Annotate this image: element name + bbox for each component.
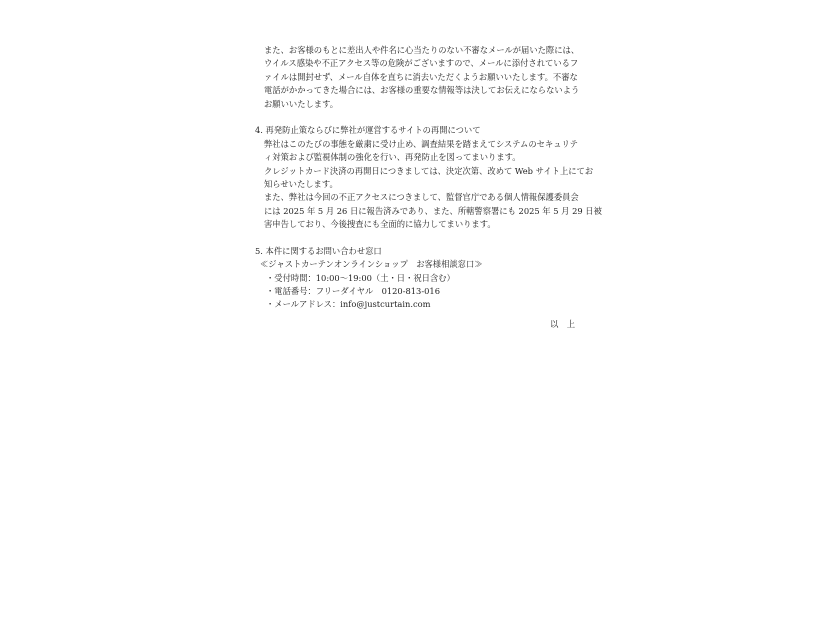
spacer xyxy=(255,231,585,244)
contact-phone: ・電話番号：フリーダイヤル 0120-813-016 xyxy=(266,286,440,297)
intro-line: ァイルは開封せず、メール自体を直ちに消去いただくようお願いいたします。不審な xyxy=(264,71,578,82)
section-4-heading: 4. 再発防止策ならびに弊社が運営するサイトの再開について xyxy=(255,125,481,136)
section-4-line: ィ対策および監視体制の強化を行い、再発防止を図ってまいります。 xyxy=(264,152,521,163)
intro-paragraph xyxy=(255,44,585,111)
section-4-line: 害申告しており、今後捜査にも全面的に協力してまいります。 xyxy=(264,219,496,230)
intro-line: お願いいたします。 xyxy=(264,98,339,109)
intro-line: 電話がかかってきた場合には、お客様の重要な情報等は決してお伝えにならないよう xyxy=(264,85,580,96)
document-body xyxy=(255,44,602,331)
spacer xyxy=(255,111,585,124)
contact-window-title: ≪ジャストカーテンオンラインショップ お客様相談窓口≫ xyxy=(260,259,483,270)
intro-line: ウイルス感染や不正アクセス等の危険がございますので、メールに添付されているフ xyxy=(264,58,579,69)
section-4-line: 弊社はこのたびの事態を厳粛に受け止め、調査結果を踏まえてシステムのセキュリテ xyxy=(264,138,578,149)
closing-mark: 以 上 xyxy=(550,318,575,329)
contact-hours: ・受付時間：10:00〜19:00（土・日・祝日含む） xyxy=(266,272,455,283)
section-4-line: クレジットカード決済の再開日につきましては、決定次第、改めて Web サイト上にてお xyxy=(264,165,594,176)
section-4 xyxy=(255,124,602,231)
section-5 xyxy=(255,245,585,312)
section-4-line: 知らせいたします。 xyxy=(264,178,338,189)
section-4-line: には 2025 年 5 月 26 日に報告済みであり、また、所轄警察署にも 2025 年 5 月 29 日被 xyxy=(264,205,602,216)
contact-email: ・メールアドレス：info@justcurtain.com xyxy=(266,299,431,310)
section-5-heading: 5. 本件に関するお問い合わせ窓口 xyxy=(255,245,382,256)
intro-line: また、お客様のもとに差出人や件名に心当たりのない不審なメールが届いた際には、 xyxy=(264,45,580,55)
section-4-line: また、弊社は今回の不正アクセスにつきまして、監督官庁である個人情報保護委員会 xyxy=(264,192,579,203)
